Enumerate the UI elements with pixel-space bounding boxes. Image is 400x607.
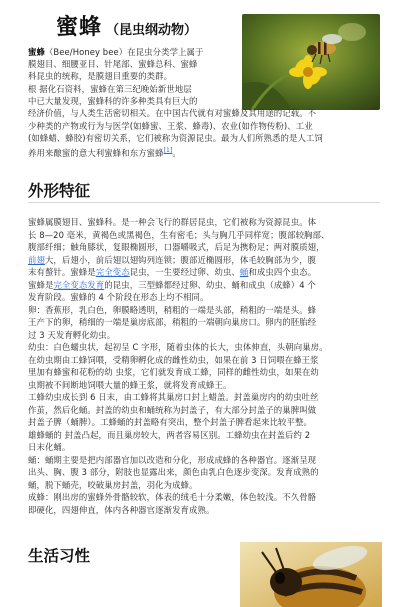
- metamorphosis-link[interactable]: 完全变态: [95, 267, 130, 277]
- capping-line-a: 工蜂幼虫成长到 6 日末，由工蜂将其巢房口封上蜡盖。封盖巢房内的幼虫吐丝: [28, 392, 319, 402]
- metamorphosis-development-link[interactable]: 完全变态发育: [53, 280, 105, 290]
- morph-p1-line-f-b: 的昆虫，三型蜂都经过卵、幼虫、蛹和成虫（成蜂）4 个: [104, 280, 316, 290]
- bee-closeup-photo: [240, 542, 382, 607]
- section-divider: [28, 202, 380, 203]
- intro-line-7: 少种类的产物或行为与医学(如蜂蜜、王浆、蜂毒)、农业(如作物传粉)、工业: [28, 121, 313, 131]
- intro-line-9-end: 。: [172, 147, 181, 158]
- pupa-line-a: 蛹：蛹期主要是把内部器官加以改造和分化，形成成蜂的各种器官。逐渐呈现: [28, 455, 317, 465]
- intro-line-1-text: （Bee/Honey bee）在昆虫分类学上属于: [44, 47, 204, 57]
- larva-line-a: 幼虫：白色蠕虫状，起初呈 C 字形，随着虫体的长大，虫体伸直，头朝向巢房。: [28, 342, 328, 352]
- intro-line-9-text: 养用来酿蜜的意大利蜜蜂和东方蜜蜂: [28, 147, 164, 158]
- morph-p1-line-c: 腹部纤细；触角膝状，复眼椭圆形，口器嚼吸式，后足为携粉足；两对膜质翅，: [28, 242, 325, 252]
- intro-line-5: 中已大量发现，蜜蜂科的许多种类具有巨大的: [28, 96, 198, 106]
- morph-p1-line-d-text: 大，后翅小，前后翅以翅钩列连锁；腹部近椭圆形，体毛较胸部为少，腹: [44, 255, 317, 265]
- morph-p1-line-e: [28, 266, 388, 278]
- morph-p1-line-b: 长 8—20 毫米，黄褐色或黑褐色，生有密毛；头与胸几乎同样宽；腹部较胸部、: [28, 230, 330, 240]
- intro-line-2: 膜翅目、细腰亚目、针尾部、蜜蜂总科、蜜蜂: [28, 59, 198, 69]
- pupa-line-b: 出头、胸、腹 3 部分，附肢也显露出来，颜色由乳白色逐步变深。发育成熟的: [28, 467, 319, 477]
- adult-line-b: 即硬化，四翅伸直，体内各种器官逐渐发育成熟。: [28, 505, 215, 515]
- morph-p1-line-e-text: 末有螯针。蜜蜂是: [28, 267, 96, 277]
- intro-line-4: 根 据化石资料，蜜蜂在第三纪晚始新世地层: [28, 84, 192, 94]
- title-sub: （昆虫纲动物）: [106, 23, 198, 38]
- intro-line-9: [28, 145, 388, 159]
- morph-p1-line-f: [28, 279, 388, 291]
- morph-p1-line-g: 发育阶段。蜜蜂的 4 个阶段在形态上均不相同。: [28, 292, 209, 302]
- intro-line-1: [28, 46, 240, 58]
- intro-line-8: (如蜂蜡、蜂胶)有密切关系，它们被称为资源昆虫。最为人们所熟悉的是人工饲: [28, 133, 323, 143]
- larva-line-c: 里加有蜂蜜和花粉的幼 虫浆，它们就发育成工蜂，同样的雌性幼虫，如果在幼: [28, 367, 319, 377]
- reference-link[interactable]: [1]: [163, 147, 173, 154]
- pupa-link[interactable]: 蛹: [239, 267, 249, 277]
- section-heading-habits: 生活习性: [28, 547, 91, 565]
- morph-p1-line-e-mid: 昆虫，一生要经过卵、幼虫、: [129, 267, 240, 277]
- forewing-link[interactable]: 前翅: [28, 255, 45, 265]
- capping-line-b: 作茧，然后化蛹。封盖的幼虫和蛹统称为封盖子，有大部分封盖子的巢脾叫做: [28, 405, 317, 415]
- section-heading-morphology: 外形特征: [28, 182, 91, 200]
- egg-line-a: 卵：香蕉形，乳白色，卵膜略透明，稍粗的一端是头部，稍粗的一端是头。蜂: [28, 305, 317, 315]
- morph-p1-line-a: 蜜蜂属膜翅目、蜜蜂科。是一种会飞行的群居昆虫，它们被称为资源昆虫。体: [28, 217, 317, 227]
- egg-line-b: 王产下的卵，稍细的一端是巢房底部，稍粗的一端朝向巢房口。卵内的胚胎经: [28, 317, 317, 327]
- morph-p1-line-e-end: 和成虫四个虫态。: [248, 267, 317, 277]
- larva-line-b: 在幼虫期由工蜂饲喂，受精卵孵化成的雌性幼虫，如果在前 3 日饲喂在蜂王浆: [28, 355, 319, 365]
- adult-line-a: 成蜂：刚出房的蜜蜂外骨骼较软，体表的绒毛十分柔嫩，体色较浅。不久骨骼: [28, 492, 317, 502]
- intro-line-6: 经济价值，与人类生活密切相关。在中国古代就有对蜜蜂及其用途的记载。不: [28, 108, 317, 118]
- capping-line-d: 雄蜂蛹的 封盖凸起，而且巢房较大，两者容易区别。工蜂幼虫在封盖后约 2: [28, 430, 311, 440]
- intro-bold-term: 蜜蜂: [28, 47, 45, 57]
- capping-line-c: 封盖子脾（蛹脾）。工蜂蛹的封盖略有突出，整个封盖子脾看起来比较平整。: [28, 417, 312, 427]
- morph-p1-line-f-a: 蜜蜂是: [28, 280, 54, 290]
- bee-on-flower-image: [242, 14, 380, 110]
- larva-line-d: 虫期被不间断地饲喂大量的蜂王浆，就将发育成蜂王。: [28, 380, 232, 390]
- egg-line-c: 过 3 天发育孵化幼虫。: [28, 330, 116, 340]
- intro-line-3: 科昆虫的统称，是膜翅目重要的类群。: [28, 71, 173, 81]
- bee-on-flower-photo: [242, 14, 380, 110]
- morph-p1-line-d: [28, 254, 388, 266]
- bee-closeup-image: [240, 542, 382, 607]
- pupa-line-c: 蛹，脱下蛹壳，咬破巢房封盖，羽化为成蜂。: [28, 480, 198, 490]
- title-main: 蜜蜂: [56, 15, 103, 40]
- page-title: [56, 10, 236, 41]
- capping-line-e: 日末化蛹。: [28, 442, 71, 452]
